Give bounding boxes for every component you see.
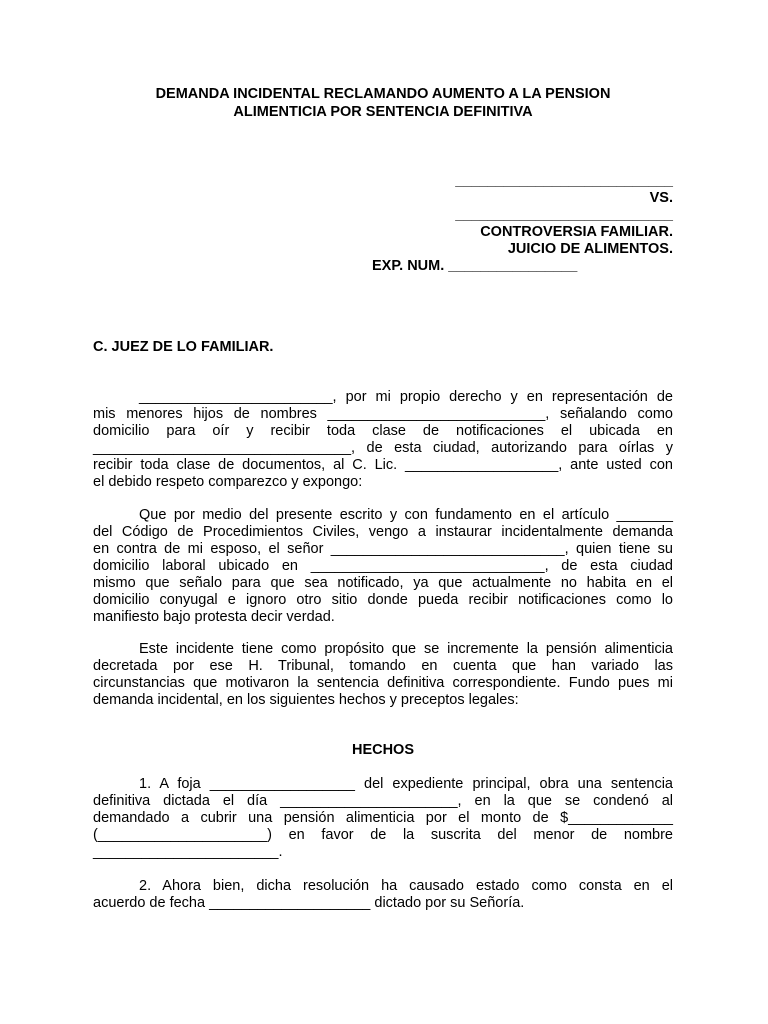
paragraph-line: el debido respeto comparezco y expongo: — [93, 474, 363, 490]
intro-paragraph — [93, 389, 673, 491]
paragraph-line: mismo que señalo para que sea notificado, ya que actualmente no habita en el — [93, 575, 673, 591]
paragraph-line: definitiva dictada el día ______________________, en la que se condenó al — [93, 793, 673, 809]
paragraph-line: Este incidente tiene como propósito que se incremente la pensión alimenticia — [139, 641, 673, 657]
fact-1-paragraph — [93, 776, 673, 861]
document-title — [93, 85, 673, 121]
case-header — [333, 173, 673, 258]
title-line-1: DEMANDA INCIDENTAL RECLAMANDO AUMENTO A LA PENSION — [155, 86, 611, 102]
paragraph-line: del Código de Procedimientos Civiles, vengo a instaurar incidentalmente demanda — [93, 524, 673, 540]
paragraph-line: 1. A foja __________________ del expediente principal, obra una sentencia — [139, 776, 673, 792]
purpose-paragraph — [93, 641, 673, 709]
plaintiff-blank: ___________________________ — [455, 173, 673, 189]
paragraph-line: Que por medio del presente escrito y con fundamento en el artículo _______ — [139, 507, 673, 523]
paragraph-line: mis menores hijos de nombres ___________________________, señalando como — [93, 406, 673, 422]
paragraph-line: demandado a cubrir una pensión alimenticia por el monto de $_____________ — [93, 810, 673, 826]
paragraph-line: demanda incidental, en los siguientes hechos y preceptos legales: — [93, 692, 519, 708]
paragraph-line: manifiesto bajo protesta decir verdad. — [93, 609, 335, 625]
versus-label: VS. — [649, 190, 673, 206]
paragraph-line: acuerdo de fecha ____________________ dictado por su Señoría. — [93, 895, 525, 911]
paragraph-line: circunstancias que motivaron la sentencia definitiva correspondiente. Fundo pues mi — [93, 675, 673, 691]
claim-paragraph — [93, 507, 673, 626]
paragraph-line: _______________________. — [93, 844, 283, 860]
controversy-label: CONTROVERSIA FAMILIAR. — [480, 224, 673, 240]
paragraph-line: ________________________________, de esta ciudad, autorizando para oírlas y — [93, 440, 673, 456]
defendant-blank: ___________________________ — [455, 207, 673, 223]
title-line-2: ALIMENTICIA POR SENTENCIA DEFINITIVA — [233, 104, 533, 120]
trial-type-label: JUICIO DE ALIMENTOS. — [507, 241, 673, 257]
paragraph-line: recibir toda clase de documentos, al C. Lic. ___________________, ante usted con — [93, 457, 673, 473]
paragraph-line: domicilio conyugal e ignoro otro sitio donde pueda recibir notificaciones como lo — [93, 592, 673, 608]
paragraph-line: (_____________________) en favor de la suscrita del menor de nombre — [93, 827, 673, 843]
file-number: EXP. NUM. ________________ — [372, 258, 578, 274]
fact-2-paragraph — [93, 878, 673, 912]
paragraph-line: en contra de mi esposo, el señor _____________________________, quien tiene su — [93, 541, 673, 557]
paragraph-line: ________________________, por mi propio derecho y en representación de — [139, 389, 673, 405]
paragraph-line: decretada por ese H. Tribunal, tomando en cuenta que han variado las — [93, 658, 673, 674]
paragraph-line: domicilio para oír y recibir toda clase de notificaciones el ubicada en — [93, 423, 673, 439]
judge-address: C. JUEZ DE LO FAMILIAR. — [93, 339, 274, 355]
paragraph-line: domicilio laboral ubicado en _____________________________, de esta ciudad — [93, 558, 673, 574]
paragraph-line: 2. Ahora bien, dicha resolución ha causado estado como consta en el — [139, 878, 673, 894]
facts-heading: HECHOS — [351, 742, 415, 758]
